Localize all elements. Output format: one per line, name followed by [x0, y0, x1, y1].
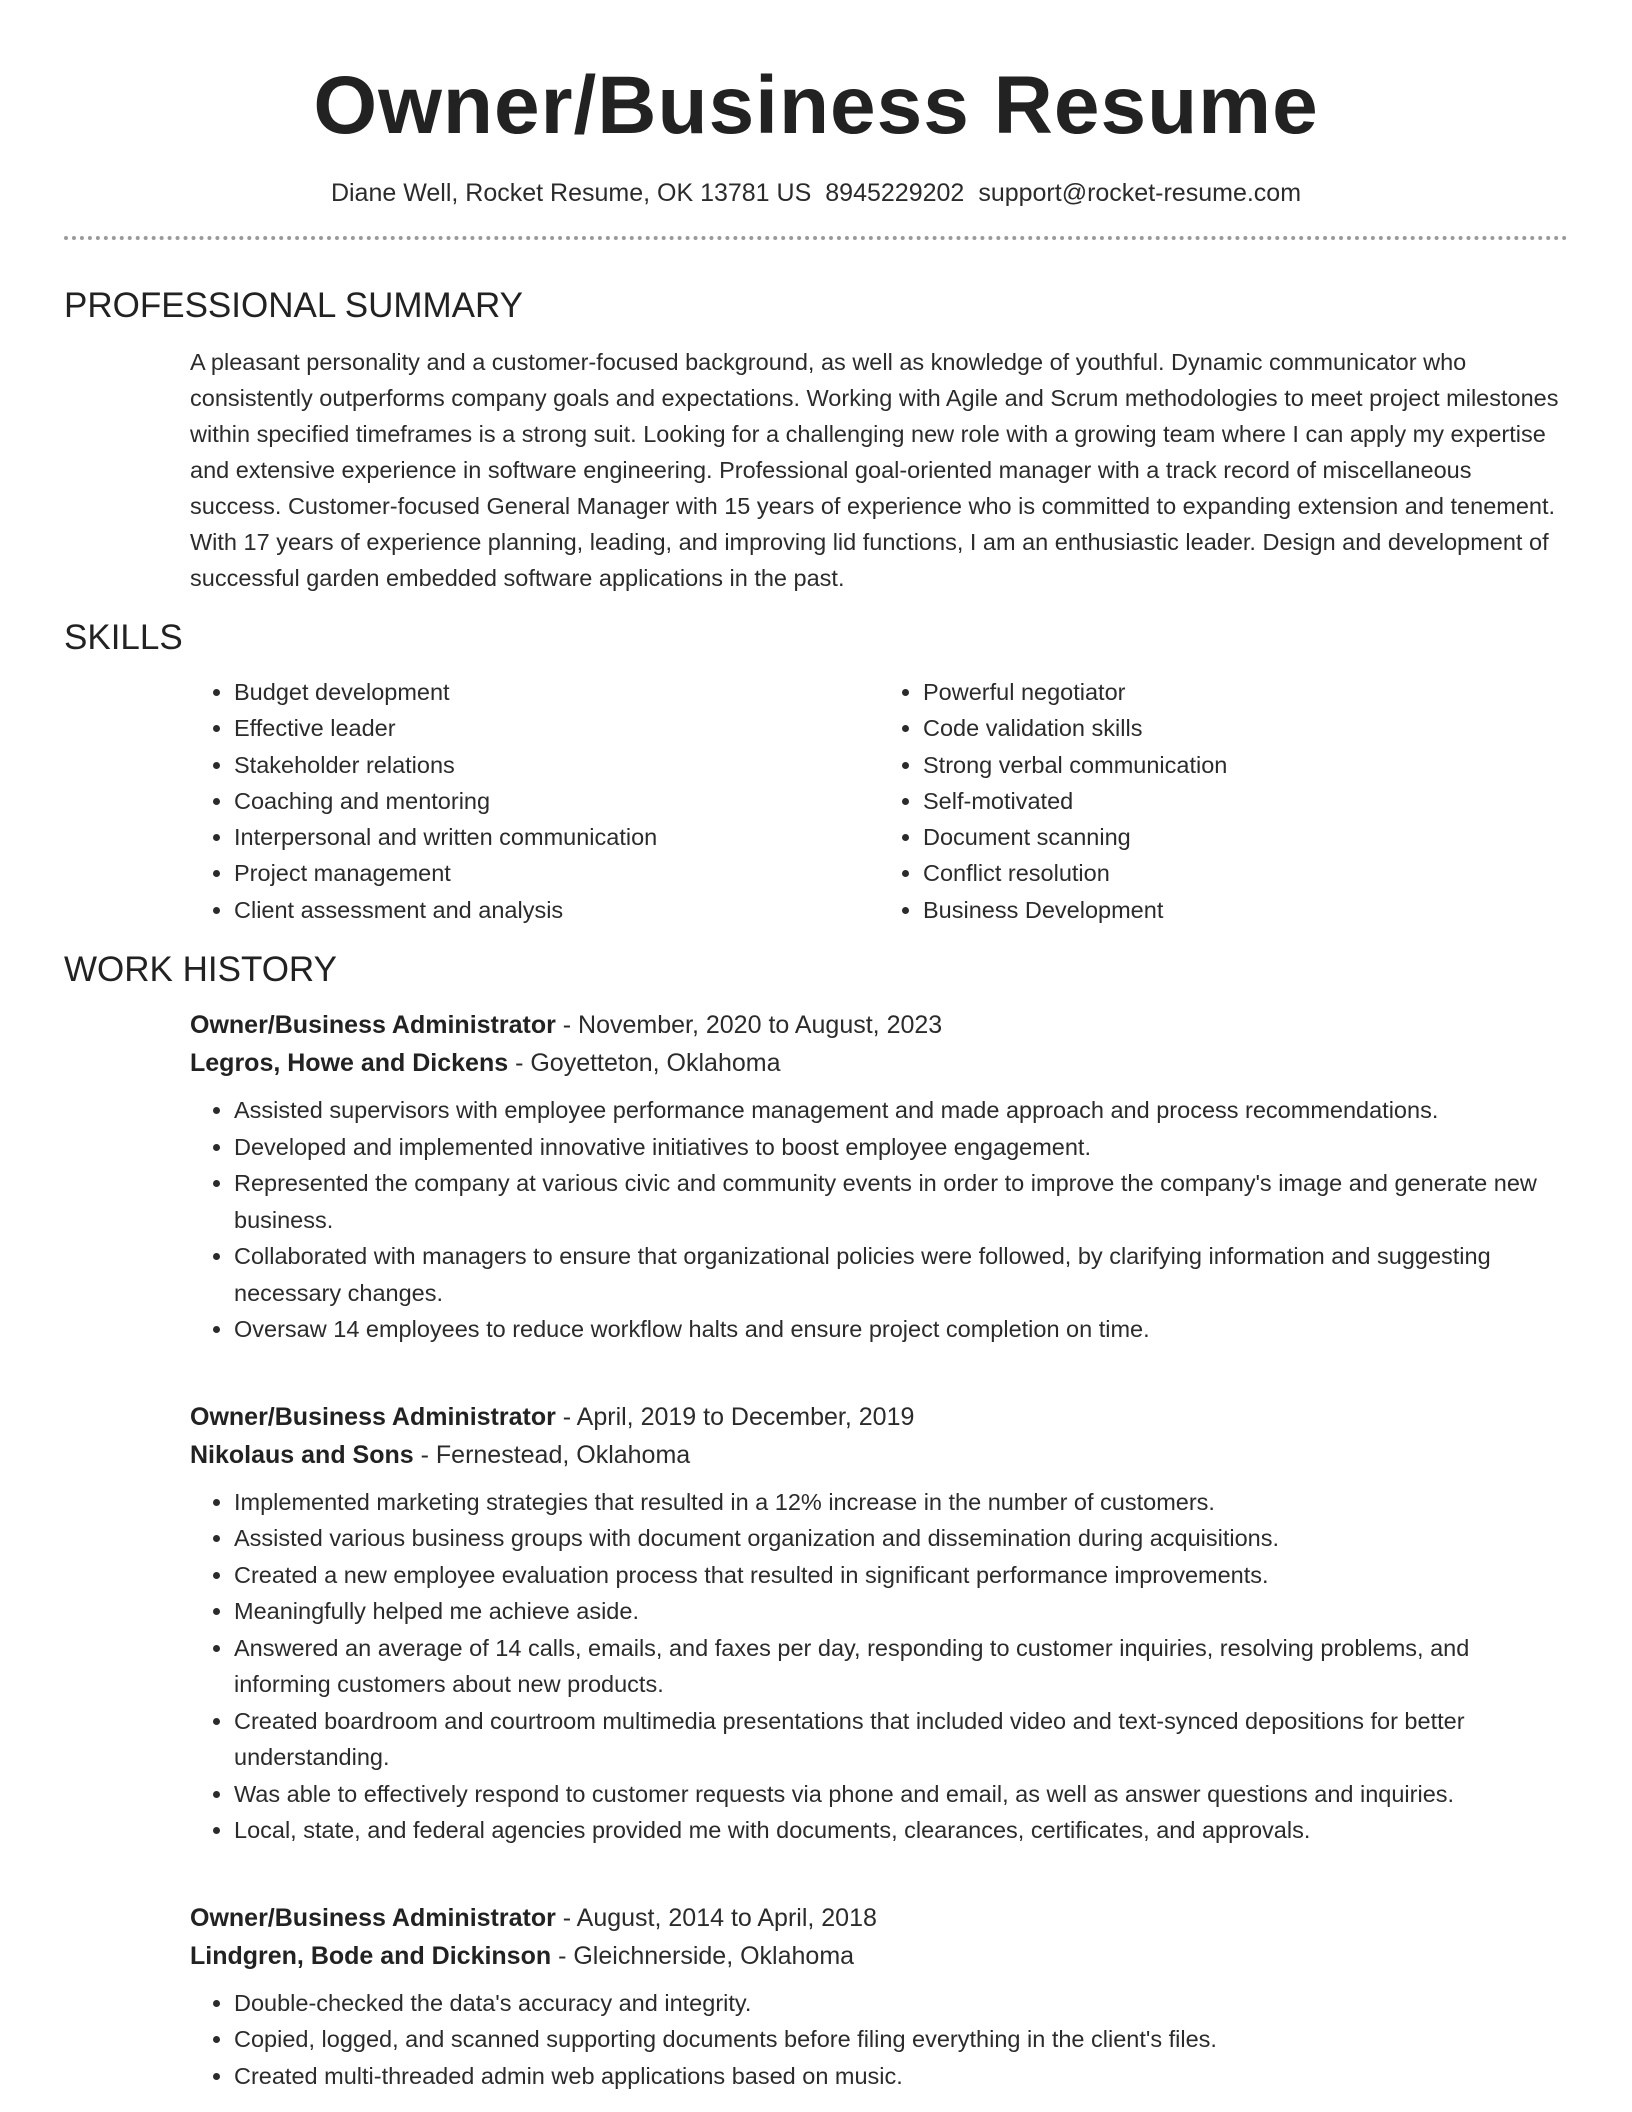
job-entry: [190, 1398, 1568, 1849]
resume-page: [64, 0, 1568, 2094]
skill-item: • Document scanning: [923, 819, 1568, 855]
job-company-line: [190, 1044, 1568, 1082]
skills-list-right: [879, 674, 1568, 928]
skill-item: • Code validation skills: [923, 710, 1568, 746]
job-bullet: • Created boardroom and courtroom multimedia presentations that included video and text-synced depositions for better understanding.: [234, 1703, 1568, 1776]
job-entry: [190, 1899, 1568, 2095]
summary-section: [190, 344, 1568, 596]
job-bullet: • Developed and implemented innovative initiatives to boost employee engagement.: [234, 1129, 1568, 1166]
job-location: - Fernestead, Oklahoma: [413, 1440, 691, 1469]
job-bullet: • Copied, logged, and scanned supporting documents before filing everything in the client's files.: [234, 2021, 1568, 2058]
contact-phone: 8945229202: [825, 179, 965, 207]
skill-item: • Powerful negotiator: [923, 674, 1568, 710]
skill-item: • Self-motivated: [923, 783, 1568, 819]
job-bullet: • Collaborated with managers to ensure that organizational policies were followed, by clarifying information and suggesting necessary changes.: [234, 1238, 1568, 1311]
skills-heading: SKILLS: [64, 618, 183, 657]
page-title: Owner/Business Resume: [313, 60, 1319, 151]
job-bullet: • Local, state, and federal agencies provided me with documents, clearances, certificates, and approvals.: [234, 1812, 1568, 1849]
job-company-line: [190, 1937, 1568, 1975]
job-bullet: • Was able to effectively respond to customer requests via phone and email, as well as answer questions and inquiries.: [234, 1776, 1568, 1813]
job-bullet: • Assisted various business groups with document organization and dissemination during acquisitions.: [234, 1520, 1568, 1557]
job-title-line: [190, 1899, 1568, 1937]
job-bullet: • Double-checked the data's accuracy and integrity.: [234, 1985, 1568, 2022]
skills-list-left: [190, 674, 879, 928]
job-title-line: [190, 1006, 1568, 1044]
job-entry: [190, 1006, 1568, 1348]
job-company-line: [190, 1436, 1568, 1474]
skill-item: • Business Development: [923, 892, 1568, 928]
summary-text: A pleasant personality and a customer-focused background, as well as knowledge of youthful. Dynamic communicator who consistently outperforms company goals and expectations. Working with Agile and Scrum methodologies to meet project milestones within specified timeframes is a strong suit. Looking for a challenging new role with a growing team where I can apply my expertise and extensive experience in software engineering. Professional goal-oriented manager with a track record of miscellaneous success. Customer-focused General Manager with 15 years of experience who is committed to expanding extension and tenement. With 17 years of experience planning, leading, and improving lid functions, I am an enthusiastic leader. Design and development of successful garden embedded software applications in the past.: [190, 349, 1559, 591]
job-bullet: • Created a new employee evaluation process that resulted in significant performance improvements.: [234, 1557, 1568, 1594]
skill-item: • Coaching and mentoring: [234, 783, 879, 819]
job-title-line: [190, 1398, 1568, 1436]
job-dates: - November, 2020 to August, 2023: [555, 1011, 943, 1040]
skills-section: [190, 674, 1568, 928]
contact-email: support@rocket-resume.com: [978, 179, 1302, 207]
job-bullets: [190, 1092, 1568, 1348]
job-bullet: • Answered an average of 14 calls, emails, and faxes per day, responding to customer inquiries, resolving problems, and informing customers about new products.: [234, 1630, 1568, 1703]
work-history-heading: WORK HISTORY: [64, 950, 337, 990]
skill-item: • Interpersonal and written communication: [234, 819, 879, 855]
job-bullet: • Meaningfully helped me achieve aside.: [234, 1593, 1568, 1630]
job-bullet: • Created multi-threaded admin web applications based on music.: [234, 2058, 1568, 2095]
work-history-section: [190, 1006, 1568, 2094]
skill-item: • Client assessment and analysis: [234, 892, 879, 928]
header-divider: [64, 236, 1568, 240]
skill-item: • Effective leader: [234, 710, 879, 746]
job-dates: - August, 2014 to April, 2018: [555, 1903, 877, 1932]
job-company: Nikolaus and Sons: [190, 1440, 414, 1469]
job-dates: - April, 2019 to December, 2019: [555, 1402, 915, 1431]
summary-heading: PROFESSIONAL SUMMARY: [64, 286, 523, 325]
skill-item: • Stakeholder relations: [234, 747, 879, 783]
job-company: Lindgren, Bode and Dickinson: [190, 1941, 552, 1970]
contact-address: Diane Well, Rocket Resume, OK 13781 US: [330, 179, 812, 207]
job-location: - Goyetteton, Oklahoma: [508, 1049, 781, 1078]
job-title: Owner/Business Administrator: [190, 1402, 556, 1431]
job-company: Legros, Howe and Dickens: [190, 1049, 509, 1078]
job-bullet: • Assisted supervisors with employee performance management and made approach and process recommendations.: [234, 1092, 1568, 1129]
contact-info: [64, 176, 1568, 210]
job-bullet: • Implemented marketing strategies that resulted in a 12% increase in the number of customers.: [234, 1484, 1568, 1521]
skill-item: • Conflict resolution: [923, 855, 1568, 891]
job-title: Owner/Business Administrator: [190, 1903, 556, 1932]
job-bullets: [190, 1484, 1568, 1849]
job-bullets: [190, 1985, 1568, 2095]
job-title: Owner/Business Administrator: [190, 1011, 556, 1040]
skill-item: • Project management: [234, 855, 879, 891]
job-bullet: • Represented the company at various civic and community events in order to improve the company's image and generate new business.: [234, 1165, 1568, 1238]
job-location: - Gleichnerside, Oklahoma: [551, 1941, 855, 1970]
skill-item: • Strong verbal communication: [923, 747, 1568, 783]
skill-item: • Budget development: [234, 674, 879, 710]
job-bullet: • Oversaw 14 employees to reduce workflow halts and ensure project completion on time.: [234, 1311, 1568, 1348]
skills-grid: [190, 674, 1568, 928]
